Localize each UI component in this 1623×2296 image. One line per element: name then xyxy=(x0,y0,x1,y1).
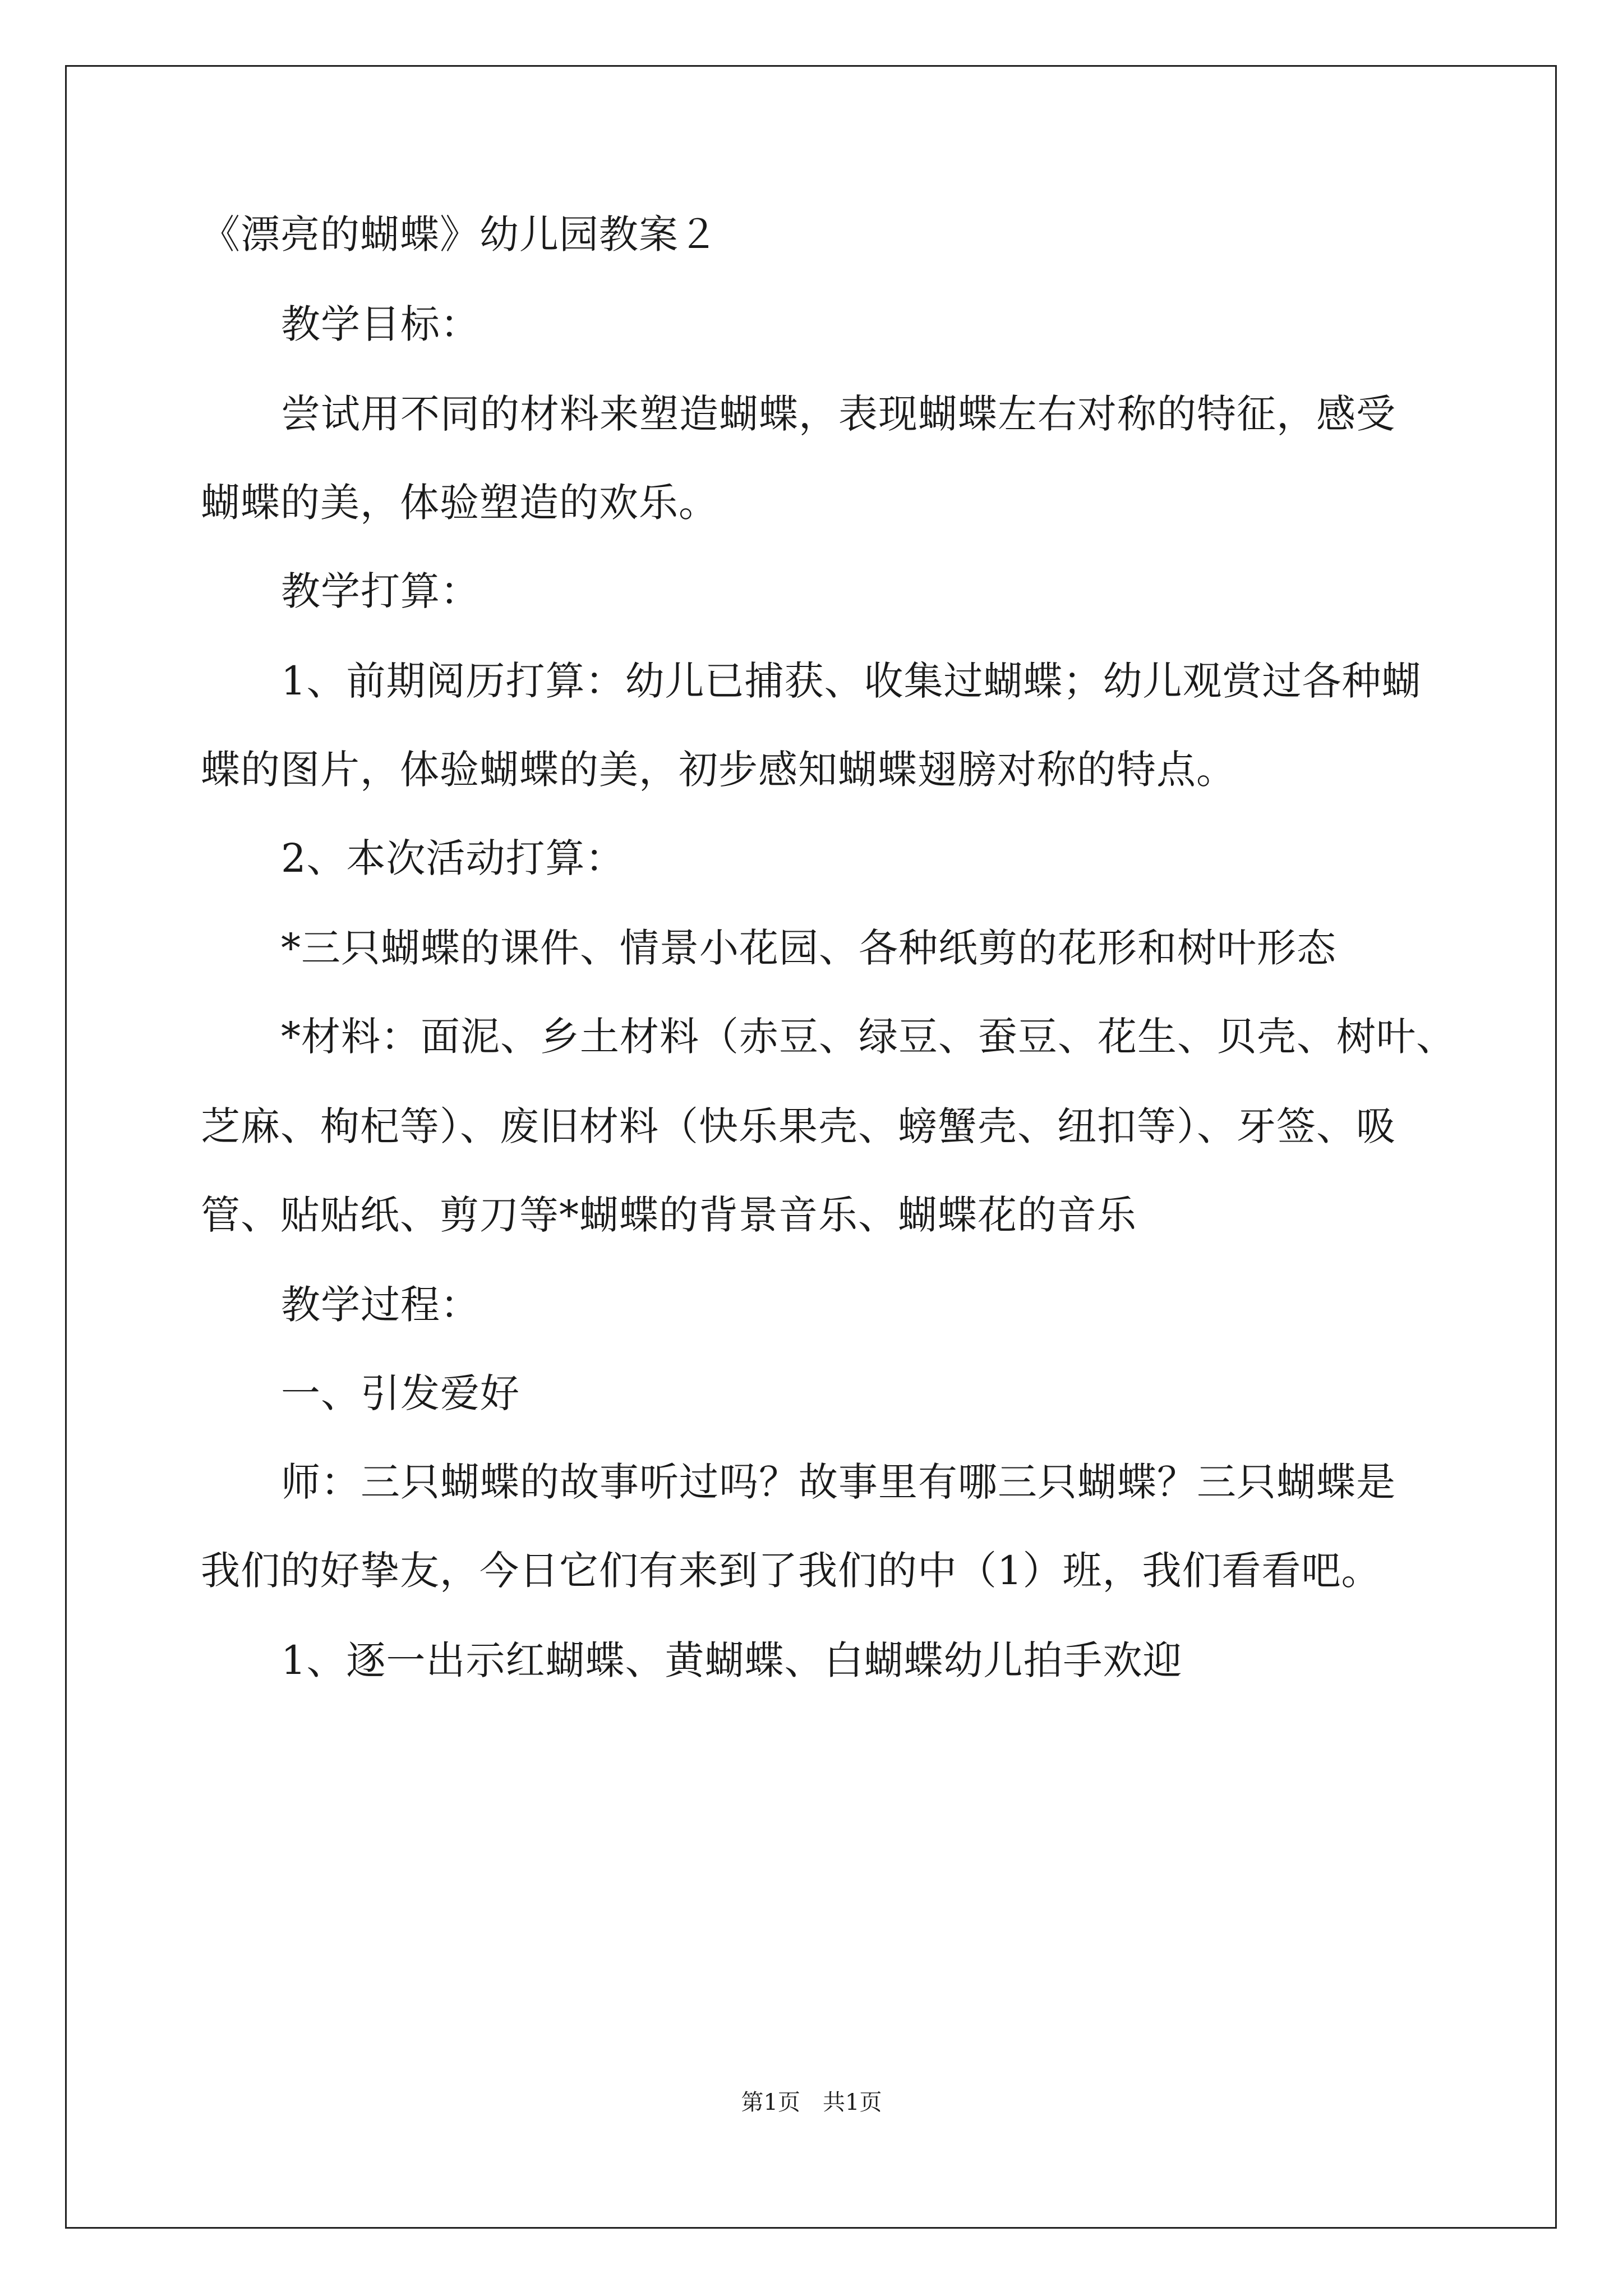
section-heading-objectives: 教学目标： xyxy=(281,301,480,347)
paragraph-line: 1、逐一出示红蝴蝶、黄蝴蝶、白蝴蝶幼儿拍手欢迎 xyxy=(281,1637,1183,1683)
page-footer: 第1页 共1页 xyxy=(741,2090,882,2115)
paragraph-line: 蝴蝶的美，体验塑造的欢乐。 xyxy=(201,480,718,526)
paragraph-line: 管、贴贴纸、剪刀等*蝴蝶的背景音乐、蝴蝶花的音乐 xyxy=(201,1192,1137,1238)
paragraph-line: 2、本次活动打算： xyxy=(281,835,625,881)
paragraph-line: 我们的好挚友，今日它们有来到了我们的中（1）班，我们看看吧。 xyxy=(201,1548,1381,1594)
section-heading-preparation: 教学打算： xyxy=(281,568,480,614)
paragraph-line: 尝试用不同的材料来塑造蝴蝶，表现蝴蝶左右对称的特征，感受 xyxy=(281,391,1396,437)
paragraph-line: 1、前期阅历打算：幼儿已捕获、收集过蝴蝶；幼儿观赏过各种蝴 xyxy=(281,658,1422,704)
paragraph-line: 蝶的图片，体验蝴蝶的美，初步感知蝴蝶翅膀对称的特点。 xyxy=(201,747,1236,793)
document-title: 《漂亮的蝴蝶》幼儿园教案２ xyxy=(201,211,718,257)
paragraph-line: *材料：面泥、乡土材料（赤豆、绿豆、蚕豆、花生、贝壳、树叶、 xyxy=(281,1014,1456,1060)
paragraph-line: 一、引发爱好 xyxy=(281,1370,520,1416)
paragraph-line: 芝麻、枸杞等）、废旧材料（快乐果壳、螃蟹壳、纽扣等）、牙签、吸 xyxy=(201,1103,1396,1149)
section-heading-process: 教学过程： xyxy=(281,1282,480,1328)
paragraph-line: *三只蝴蝶的课件、情景小花园、各种纸剪的花形和树叶形态 xyxy=(281,925,1336,971)
paragraph-line: 师：三只蝴蝶的故事听过吗？故事里有哪三只蝴蝶？三只蝴蝶是 xyxy=(281,1459,1396,1505)
